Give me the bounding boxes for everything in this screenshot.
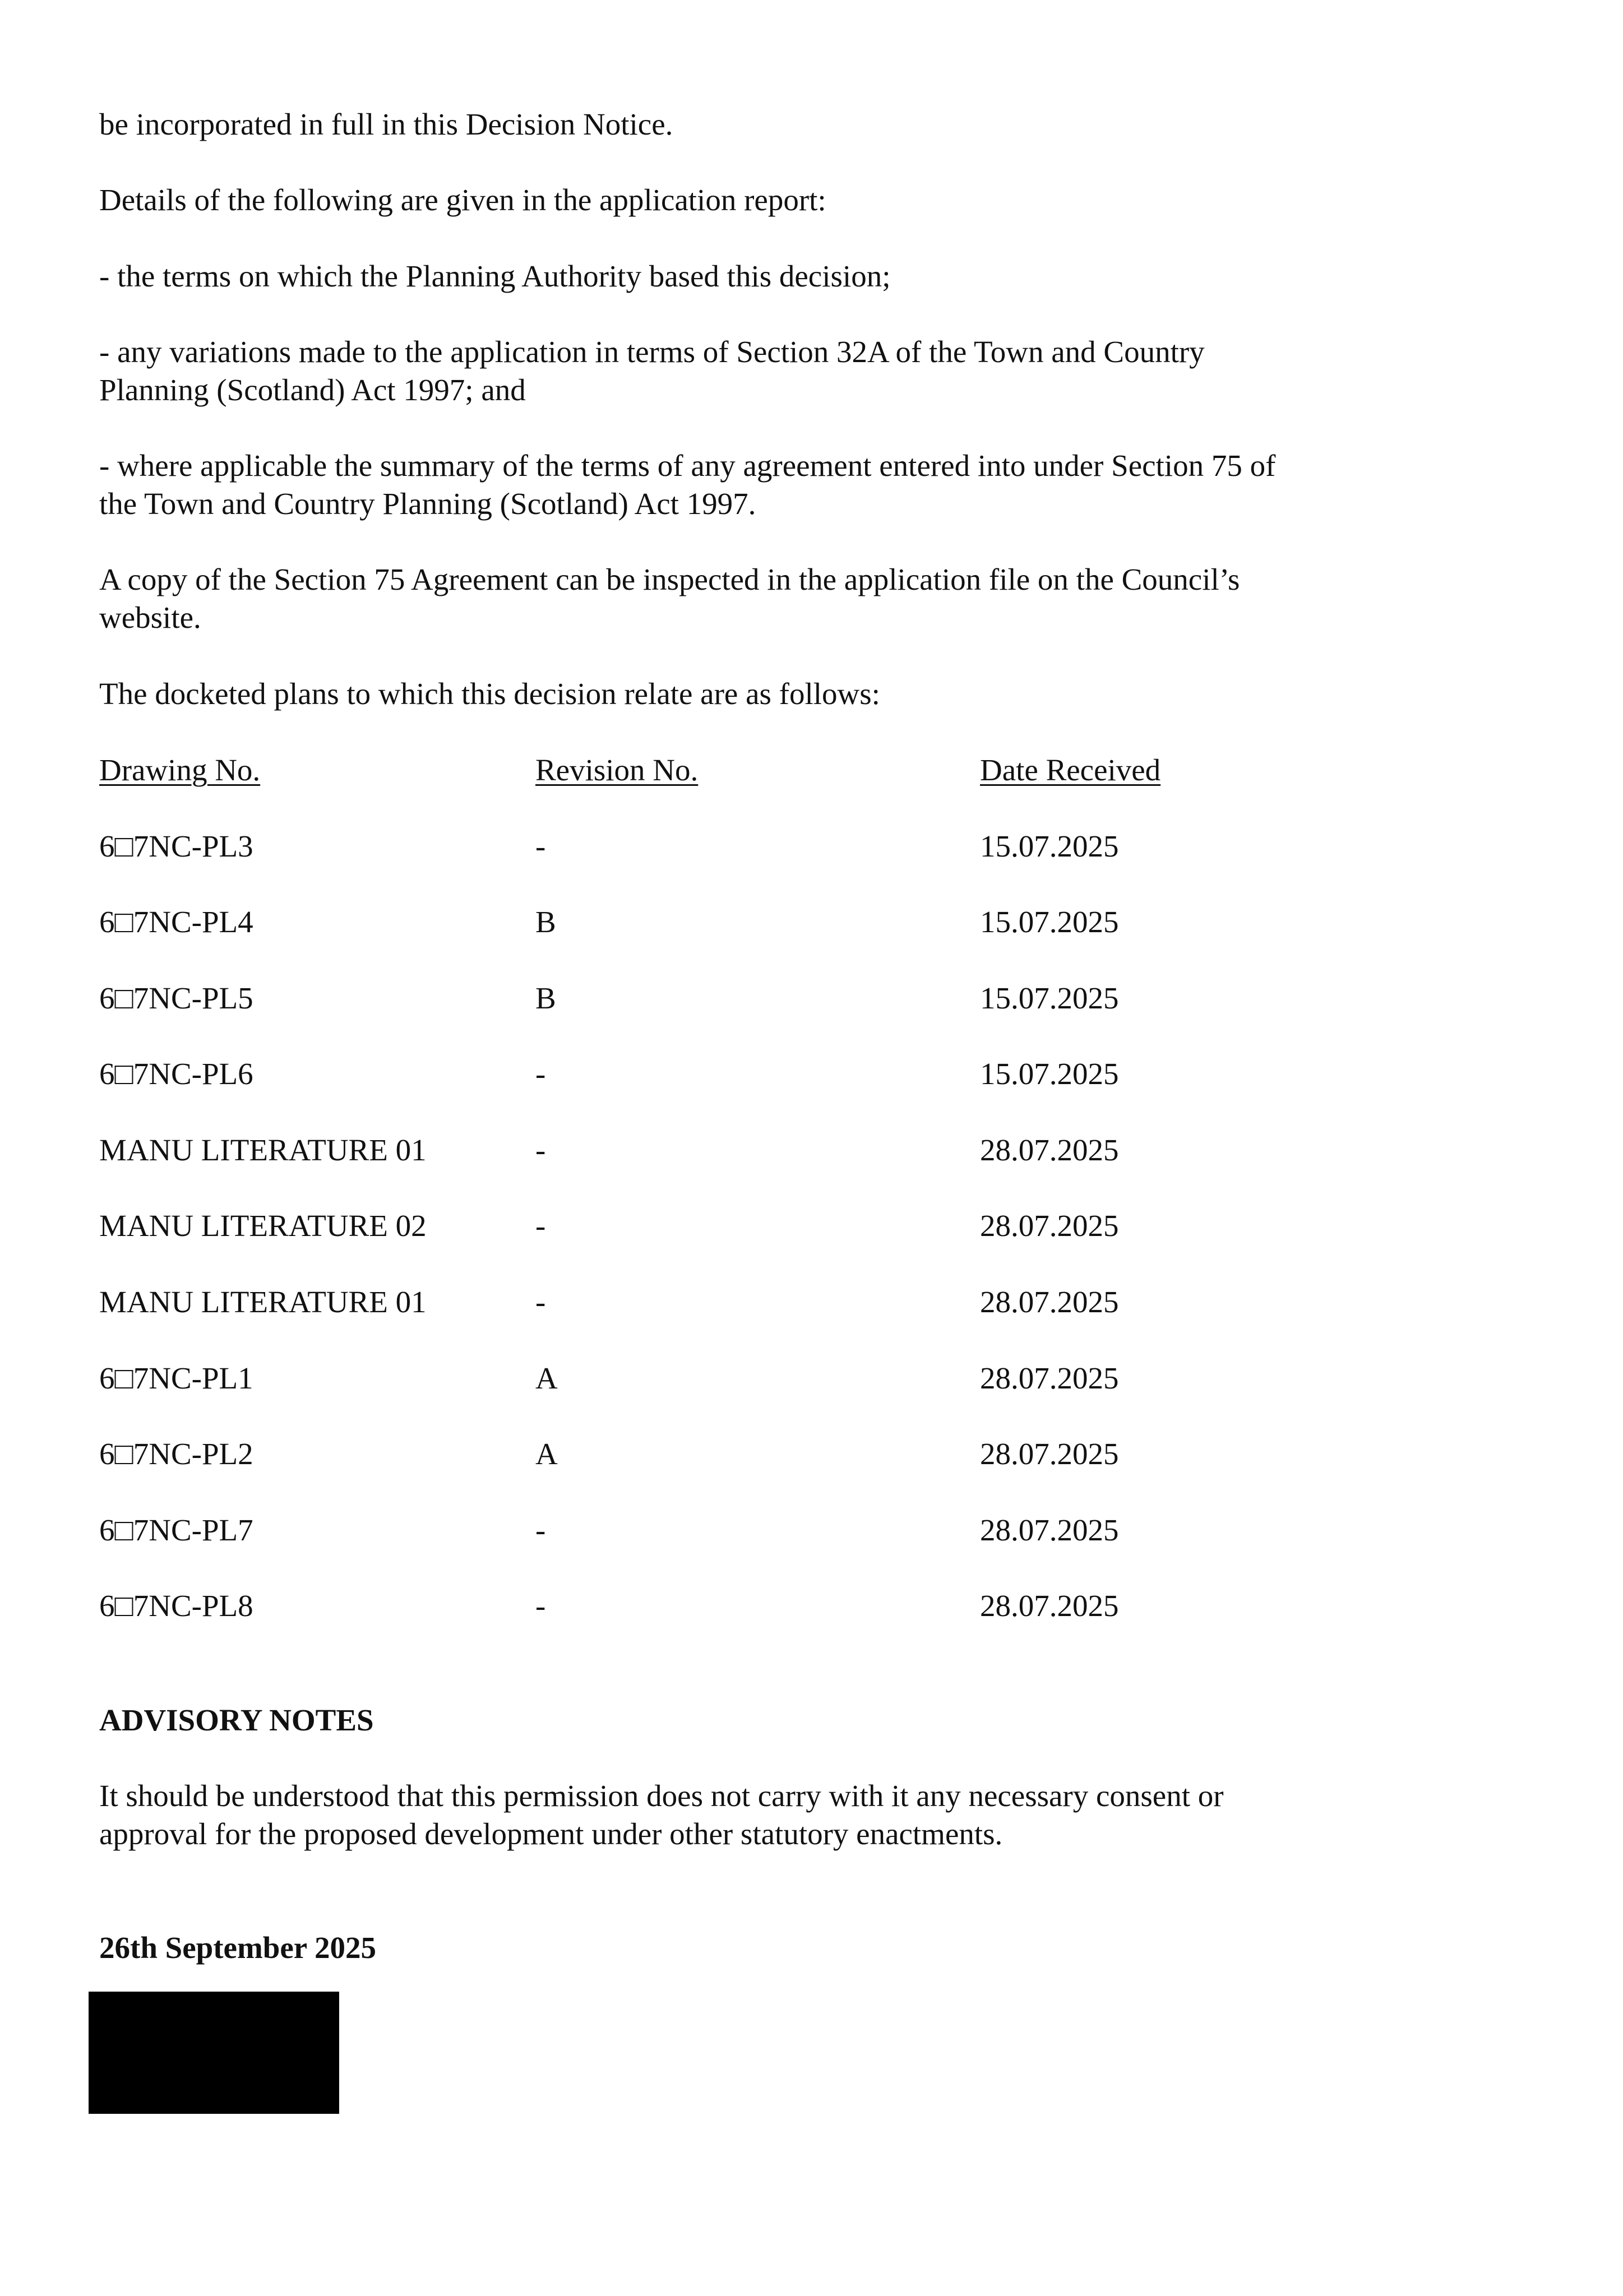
revision-no: -	[535, 1057, 546, 1091]
date-received: 28.07.2025	[980, 1285, 1119, 1319]
item-variations-line-2: Planning (Scotland) Act 1997; and	[99, 373, 526, 407]
date-received: 28.07.2025	[980, 1361, 1119, 1395]
revision-no: -	[535, 1285, 546, 1319]
drawing-no: 6□7NC-PL1	[99, 1361, 253, 1395]
header-revision-no: Revision No.	[535, 753, 699, 787]
date-received: 15.07.2025	[980, 829, 1119, 863]
date-received: 28.07.2025	[980, 1209, 1119, 1243]
date-received: 15.07.2025	[980, 981, 1119, 1015]
revision-no: -	[535, 1589, 546, 1623]
incorporated-line: be incorporated in full in this Decision Notice.	[99, 107, 673, 141]
item-terms: - the terms on which the Planning Authority based this decision;	[99, 259, 891, 293]
date-received: 28.07.2025	[980, 1437, 1119, 1471]
details-intro: Details of the following are given in the application report:	[99, 183, 826, 217]
advisory-line-2: approval for the proposed development under other statutory enactments.	[99, 1817, 1003, 1851]
revision-no: -	[535, 1209, 546, 1243]
redacted-signature-block	[89, 1992, 339, 2114]
date-received: 28.07.2025	[980, 1589, 1119, 1623]
decision-date: 26th September 2025	[99, 1931, 376, 1965]
drawing-no: MANU LITERATURE 01	[99, 1285, 427, 1319]
item-summary-line-1: - where applicable the summary of the terms of any agreement entered into under Section 75 of	[99, 448, 1276, 483]
drawing-no: 6□7NC-PL5	[99, 981, 253, 1015]
drawing-no: MANU LITERATURE 01	[99, 1133, 427, 1167]
revision-no: -	[535, 1133, 546, 1167]
item-summary-line-2: the Town and Country Planning (Scotland) Act 1997.	[99, 487, 756, 521]
drawing-no: 6□7NC-PL6	[99, 1057, 253, 1091]
revision-no: A	[535, 1361, 558, 1395]
revision-no: A	[535, 1437, 558, 1471]
date-received: 15.07.2025	[980, 905, 1119, 939]
revision-no: -	[535, 829, 546, 863]
copy-line-2: website.	[99, 600, 201, 635]
docketed-intro: The docketed plans to which this decision relate are as follows:	[99, 677, 880, 711]
revision-no: B	[535, 981, 556, 1015]
header-date-received: Date Received	[980, 753, 1161, 787]
drawing-no: 6□7NC-PL7	[99, 1513, 253, 1547]
date-received: 28.07.2025	[980, 1133, 1119, 1167]
copy-line-1: A copy of the Section 75 Agreement can be inspected in the application file on the Council’s	[99, 562, 1240, 596]
drawing-no: 6□7NC-PL8	[99, 1589, 253, 1623]
item-variations-line-1: - any variations made to the application in terms of Section 32A of the Town and Country	[99, 335, 1205, 369]
date-received: 15.07.2025	[980, 1057, 1119, 1091]
advisory-notes-heading: ADVISORY NOTES	[99, 1703, 374, 1737]
advisory-line-1: It should be understood that this permission does not carry with it any necessary consent or	[99, 1779, 1224, 1813]
header-drawing-no: Drawing No.	[99, 753, 261, 787]
date-received: 28.07.2025	[980, 1513, 1119, 1547]
drawing-no: 6□7NC-PL2	[99, 1437, 253, 1471]
drawing-no: MANU LITERATURE 02	[99, 1209, 427, 1243]
drawing-no: 6□7NC-PL3	[99, 829, 253, 863]
drawing-no: 6□7NC-PL4	[99, 905, 253, 939]
revision-no: -	[535, 1513, 546, 1547]
revision-no: B	[535, 905, 556, 939]
